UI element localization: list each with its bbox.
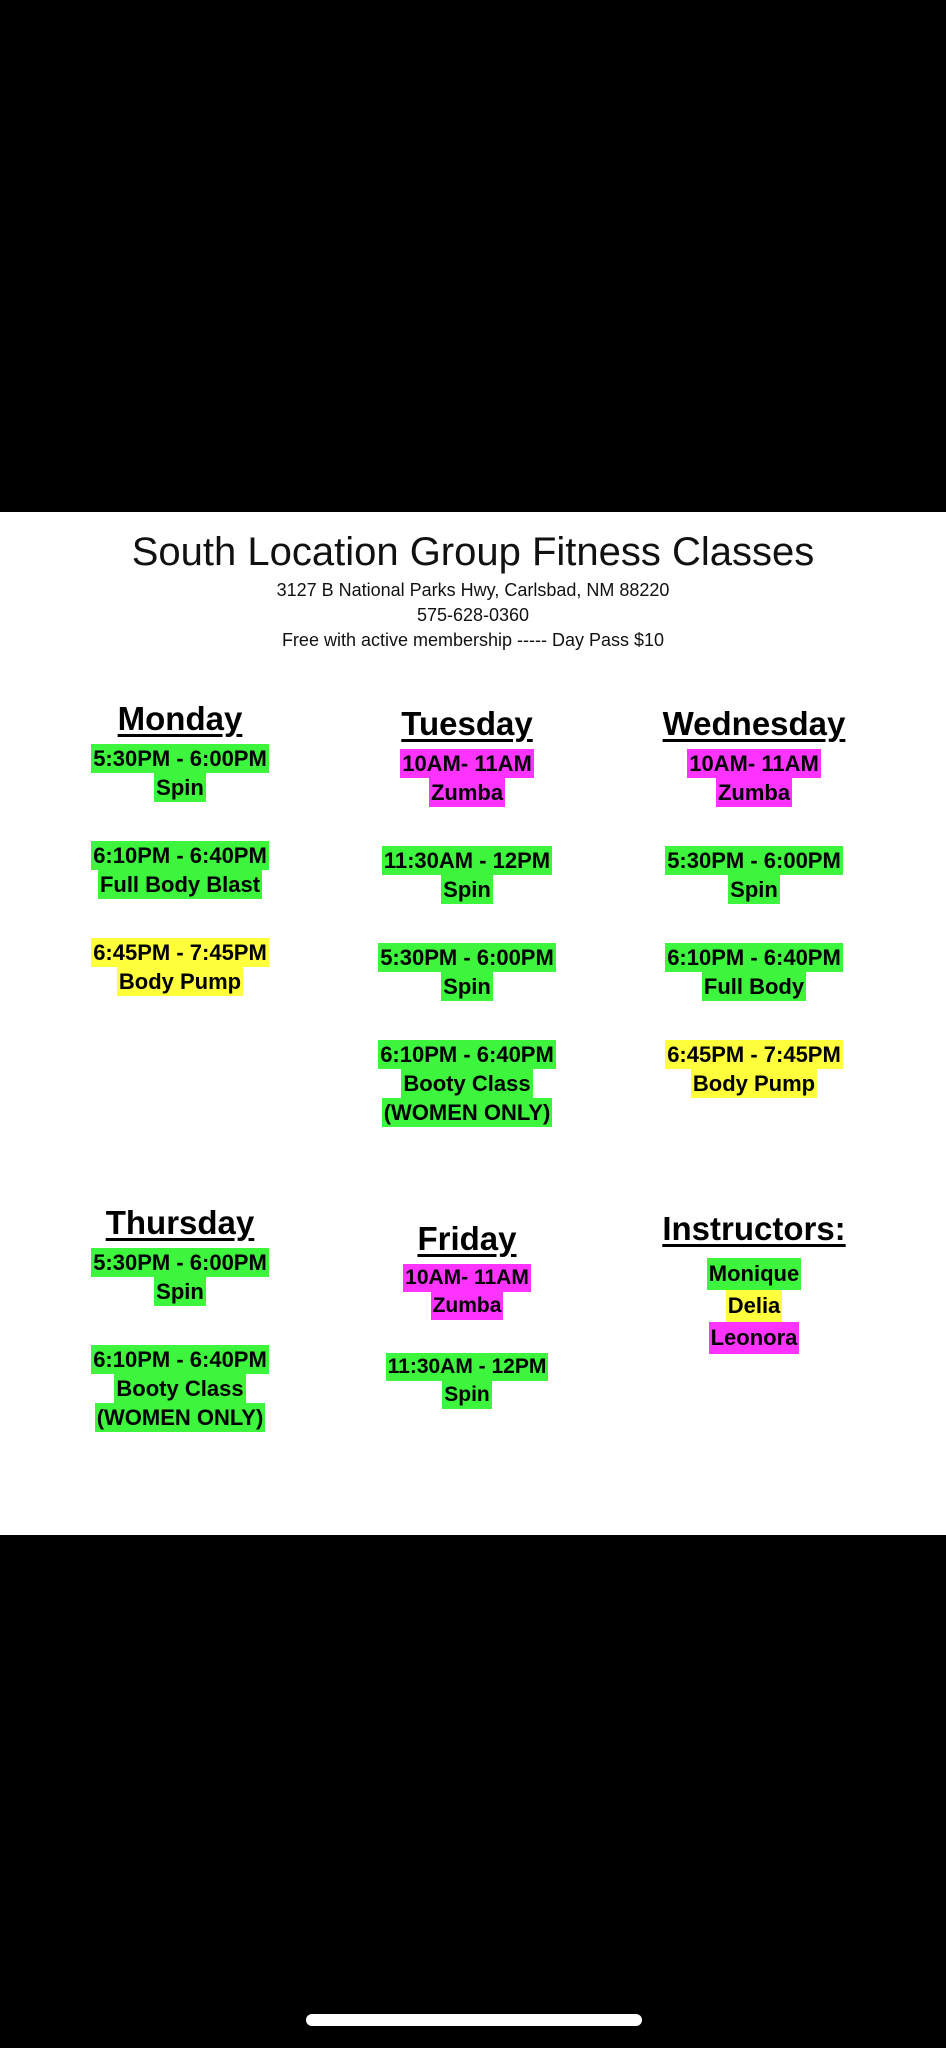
class-time: 6:10PM - 6:40PM — [93, 1347, 267, 1372]
class-slot — [327, 1353, 607, 1409]
class-time: 6:45PM - 7:45PM — [667, 1042, 841, 1067]
class-slot — [614, 749, 894, 807]
day-heading-tuesday: Tuesday — [401, 705, 533, 742]
day-column-wednesday — [614, 703, 894, 1137]
phone-text: 575-628-0360 — [416, 605, 530, 625]
class-name: Body Pump — [692, 1071, 816, 1096]
class-note: (WOMEN ONLY) — [383, 1100, 551, 1125]
home-indicator[interactable] — [306, 2014, 642, 2026]
page-title: South Location Group Fitness Classes — [131, 530, 815, 574]
day-heading-monday: Monday — [117, 700, 243, 737]
class-time: 10AM- 11AM — [403, 1264, 531, 1292]
day-heading-wednesday: Wednesday — [662, 705, 846, 742]
class-slot — [327, 846, 607, 904]
class-time: 11:30AM - 12PM — [386, 1353, 549, 1381]
class-slot — [40, 841, 320, 899]
class-name: Spin — [730, 877, 778, 902]
class-name: Booty Class — [403, 1071, 531, 1096]
address-text: 3127 B National Parks Hwy, Carlsbad, NM 88220 — [276, 580, 670, 600]
class-slot — [614, 943, 894, 1001]
class-name: Spin — [443, 974, 491, 999]
day-column-thursday — [40, 1202, 320, 1471]
day-column-friday — [327, 1218, 607, 1448]
class-time: 6:10PM - 6:40PM — [93, 843, 267, 868]
schedule-document — [0, 512, 946, 1535]
class-time: 5:30PM - 6:00PM — [93, 1250, 267, 1275]
class-time: 6:45PM - 7:45PM — [93, 940, 267, 965]
day-column-monday — [40, 698, 320, 1035]
day-heading-thursday: Thursday — [105, 1204, 255, 1241]
class-name: Spin — [443, 877, 491, 902]
class-time: 10AM- 11AM — [689, 751, 819, 776]
instructors-heading: Instructors: — [662, 1210, 846, 1247]
class-name: Full Body Blast — [99, 872, 261, 897]
class-slot — [327, 943, 607, 1001]
pricing-text: Free with active membership ----- Day Pass $10 — [281, 630, 665, 650]
class-name: Spin — [156, 1279, 204, 1304]
class-slot — [327, 1264, 607, 1320]
class-slot — [40, 1248, 320, 1306]
instructor-name: Leonora — [709, 1322, 800, 1354]
class-time: 5:30PM - 6:00PM — [667, 848, 841, 873]
class-slot — [614, 846, 894, 904]
class-name: Spin — [156, 775, 204, 800]
class-time: 5:30PM - 6:00PM — [380, 945, 554, 970]
day-heading-friday: Friday — [417, 1220, 517, 1257]
class-slot — [327, 1040, 607, 1127]
class-slot — [40, 744, 320, 802]
class-name: Spin — [442, 1381, 492, 1409]
class-time: 11:30AM - 12PM — [383, 848, 551, 873]
class-slot — [327, 749, 607, 807]
class-name: Zumba — [430, 780, 504, 805]
class-slot — [40, 1345, 320, 1432]
class-time: 6:10PM - 6:40PM — [380, 1042, 554, 1067]
class-name: Booty Class — [116, 1376, 244, 1401]
class-slot — [40, 938, 320, 996]
class-time: 10AM- 11AM — [402, 751, 532, 776]
class-name: Zumba — [717, 780, 791, 805]
day-column-tuesday — [327, 703, 607, 1166]
instructor-name: Delia — [726, 1290, 783, 1322]
class-note: (WOMEN ONLY) — [96, 1405, 264, 1430]
instructor-name: Monique — [707, 1258, 801, 1290]
instructor-list — [614, 1258, 894, 1354]
class-name: Zumba — [431, 1292, 504, 1320]
class-name: Body Pump — [118, 969, 242, 994]
class-name: Full Body — [703, 974, 805, 999]
class-time: 5:30PM - 6:00PM — [93, 746, 267, 771]
class-slot — [614, 1040, 894, 1098]
instructors-column — [614, 1208, 894, 1354]
class-time: 6:10PM - 6:40PM — [667, 945, 841, 970]
